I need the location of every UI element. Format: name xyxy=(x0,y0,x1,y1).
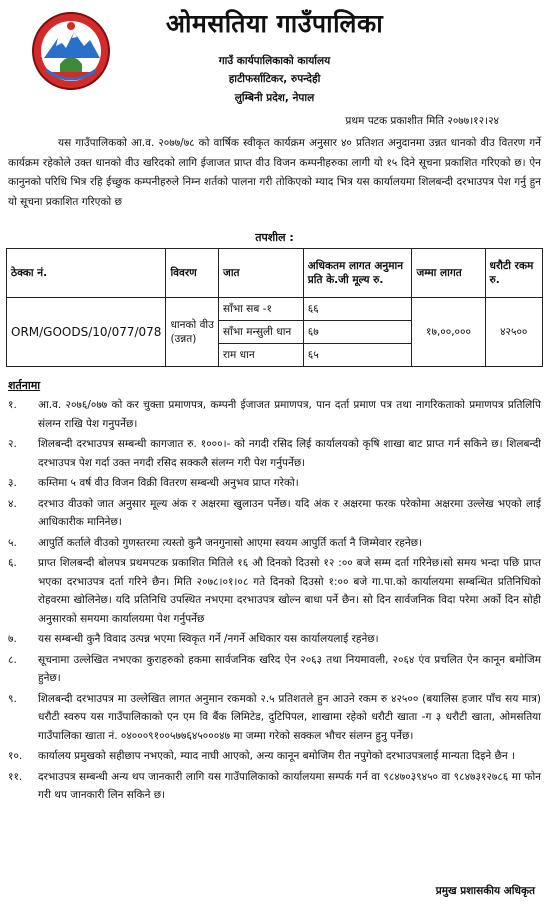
condition-text: आ.व. २०७६/०७७ को कर चुक्ता प्रमाणपत्र, कम्पनी ईजाजत प्रमाणपत्र, पान दर्ता प्रमाण पत्र तथा नागरिकताको प्रमाणपत्र प्रतिलिपि संलग्न राखि पेश गनुपर्नेछ। xyxy=(38,399,541,430)
condition-item xyxy=(8,554,541,628)
header-description: विवरण xyxy=(166,249,219,298)
condition-number: ४. xyxy=(8,497,17,510)
condition-text: कम्तिमा ५ वर्ष वीउ विजन विक्री वितरण सम्बन्धी अनुभव प्राप्त गरेको। xyxy=(38,477,299,489)
condition-text: दरभाउ वीउको जात अनुसार मूल्य अंक र अक्षरमा खुलाउन पर्नेछ। यदि अंक र अक्षरमा फरक परेकोमा अक्षरमा उल्लेख भएको लाई आधिकारीक मानिनेछ। xyxy=(38,497,541,528)
condition-text: कार्यालय प्रमुखको सहीछाप नभएको, म्याद नाघी आएको, अन्य कानून बमोजिम रीत नपुगेको दरभाउपत्रलाई मान्यता दिइने छैन । xyxy=(38,750,516,762)
condition-number: १. xyxy=(8,399,17,411)
condition-number: ७. xyxy=(8,633,17,645)
condition-number: ८. xyxy=(8,653,17,666)
variety-cell: साँभा सब -१ xyxy=(219,298,304,321)
municipality-title: ओमसतिया गाउँपालिका xyxy=(165,9,384,38)
table-header-row xyxy=(7,249,543,298)
deposit-cell: ४२५०० xyxy=(485,298,542,367)
details-table xyxy=(6,248,543,367)
conditions-list xyxy=(8,396,541,807)
signatory-title: प्रमुख प्रशासकीय अधिकृत xyxy=(435,885,535,897)
condition-item xyxy=(8,534,541,553)
item-description: धानको वीउ (उन्नत) xyxy=(166,298,219,367)
variety-cell: साँभा मन्सुली धान xyxy=(219,321,304,344)
condition-item xyxy=(8,747,541,766)
condition-item xyxy=(8,396,541,433)
contract-number: ORM/GOODS/10/077/078 xyxy=(7,298,166,367)
condition-number: ११. xyxy=(8,770,23,783)
condition-item xyxy=(8,768,541,805)
condition-number: २. xyxy=(8,438,17,450)
header-max-cost: अधिकतम लागत अनुमान प्रति के.जी मूल्य रु. xyxy=(303,249,412,298)
variety-cell: राम धान xyxy=(219,344,304,367)
intro-paragraph: यस गाउँपालिकको आ.व. २०७७/७८ को वार्षिक स्वीकृत कार्यक्रम अनुसार ४० प्रतिशत अनुदानमा उन्नत धानको वीउ वितरण गर्ने कार्यक्रम रहेकोले उक्त धानको वीउ खरिदको लागि ईजाजत प्राप्त वीउ विजन कम्पनीहरुका लागी यो १५ दिने सूचना प्रकाशित गरिएको छ। ऐन कानुनको परिधि भित्र रहि ईच्छुक कम्पनीहरुले निम्न शर्तको पालना गरी तोकिएको म्याद भित्र यस कार्यालयमा शिलबन्दी दरभाउपत्र पेश गर्नु हुन यो सूचना प्रकाशित गरिएको छ xyxy=(8,137,541,208)
header-variety: जात xyxy=(219,249,304,298)
condition-item xyxy=(8,495,541,532)
condition-text: सूचनामा उल्लेखित नभएका कुराहरुको हकमा सार्वजनिक खरिद ऐन २०६३ तथा नियमावली, २०६४ एंव प्रचलित ऐन कानून बमोजिम हुनेछ। xyxy=(38,653,541,684)
condition-text: दरभाउपत्र सम्बन्धी अन्य थप जानकारी लागि यस गाउँपालिकाको कार्यालयमा सम्पर्क गर्न वा ९८४७०३९४५० वा ९८४७३१२७८६ मा फोन गरी थप जानकारी लिन सकिने छ। xyxy=(38,770,541,801)
condition-number: ६. xyxy=(8,557,17,569)
office-name: गाउँ कार्यपालिकाको कार्यालय xyxy=(218,55,331,67)
price-cell: ६७ xyxy=(303,321,412,344)
condition-text: आपुर्ति कर्ताले वीउको गुणस्तरमा त्यस्तो कुनै जनगुनासो आएमा स्वयम आपुर्ति कर्ता नै जिम्मेवार रहनेछ। xyxy=(38,536,422,549)
condition-number: १०. xyxy=(8,750,23,762)
total-cost-cell: १७,००,००० xyxy=(412,298,485,367)
condition-text: शिलबन्दी दरभाउपत्र मा उल्लेखित लागत अनुमान रकमको २.५ प्रतिशतले हुन आउने रकम रु ४२५०० (बयालिस हजार पाँच सय मात्र) धरौटी स्वरुप यस गाउँपालिकाको एन एम वि बैंक लिमिटेड, दुटिपिपल, शाखामा रहेको धरौटी खाता -ग ३ धरौटी खाता, ओमसतिया गाउँपालिका खाता नं. ०४०००९१००५७७६४५०००४७ मा जम्मा गरेको सक्कल भौचर संलग्न हुनु पर्नेछ। xyxy=(38,692,541,742)
condition-item xyxy=(8,435,541,472)
condition-text: शिलबन्दी दरभाउपत्र सम्बन्धी कागजात रु. १०००।- को नगदी रसिद लिई कार्यालयको कृषि शाखा बाट प्राप्त गर्न सकिने छ। शिलबन्दी दरभाउपत्र पेश गर्दा उक्त नगदी रसिद सक्कलै संलग्न गरी पेश गर्नुपर्नेछ। xyxy=(38,438,541,469)
table-caption: तपशील : xyxy=(255,231,294,244)
conditions-heading: शर्तनामा xyxy=(8,379,41,392)
header-deposit: धरौटी रकम रु. xyxy=(485,249,542,298)
province-name: लुम्बिनी प्रदेश, नेपाल xyxy=(234,92,315,104)
condition-text: यस सम्बन्धी कुनै विवाद उत्पन्न भएमा स्विकृत गर्ने /नगर्ने अधिकार यस कार्यालयलाई रहनेछ। xyxy=(38,633,379,645)
price-cell: ६६ xyxy=(303,298,412,321)
condition-number: ३. xyxy=(8,477,17,489)
condition-item xyxy=(8,474,541,493)
condition-number: ९. xyxy=(8,692,17,705)
publish-date: प्रथम पटक प्रकाशीत मिति २०७७।१२।२४ xyxy=(345,115,499,127)
office-address: हाटीफर्साटिकर, रुपन्देही xyxy=(228,73,321,85)
header-contract-no: ठेक्का नं. xyxy=(7,249,166,298)
header-total-cost: जम्मा लागत xyxy=(412,249,485,298)
table-row xyxy=(7,298,543,321)
condition-number: ५. xyxy=(8,536,17,549)
condition-item xyxy=(8,690,541,746)
condition-text: प्राप्त शिलबन्दी बोलपत्र प्रथमपटक प्रकाशित मितिले १६ औ दिनको दिउसो १२ :०० बजे सम्म दर्ता गरिनेछ।सो समय भन्दा पछि प्राप्त भएका दरभाउपत्र दर्ता गरिने छैन। मिति २०७८।०१।०८ गते दिनको दिउसो १:०० बजे गा.पा.को कार्यालयमा सम्बन्धित प्रतिनिधिको रोहवरमा खोलिनेछ। यदि प्रतिनिधि उपस्थित नभएमा दरभाउपत्र खोल्न बाधा पर्ने छैन। सो दिन सार्वजनिक विदा परेमा अर्को दिन सोही अनुसारको समयमा कार्यालयमा पेश गर्नुपर्नेछ xyxy=(38,557,541,625)
condition-item xyxy=(8,651,541,688)
price-cell: ६५ xyxy=(303,344,412,367)
condition-item xyxy=(8,630,541,649)
